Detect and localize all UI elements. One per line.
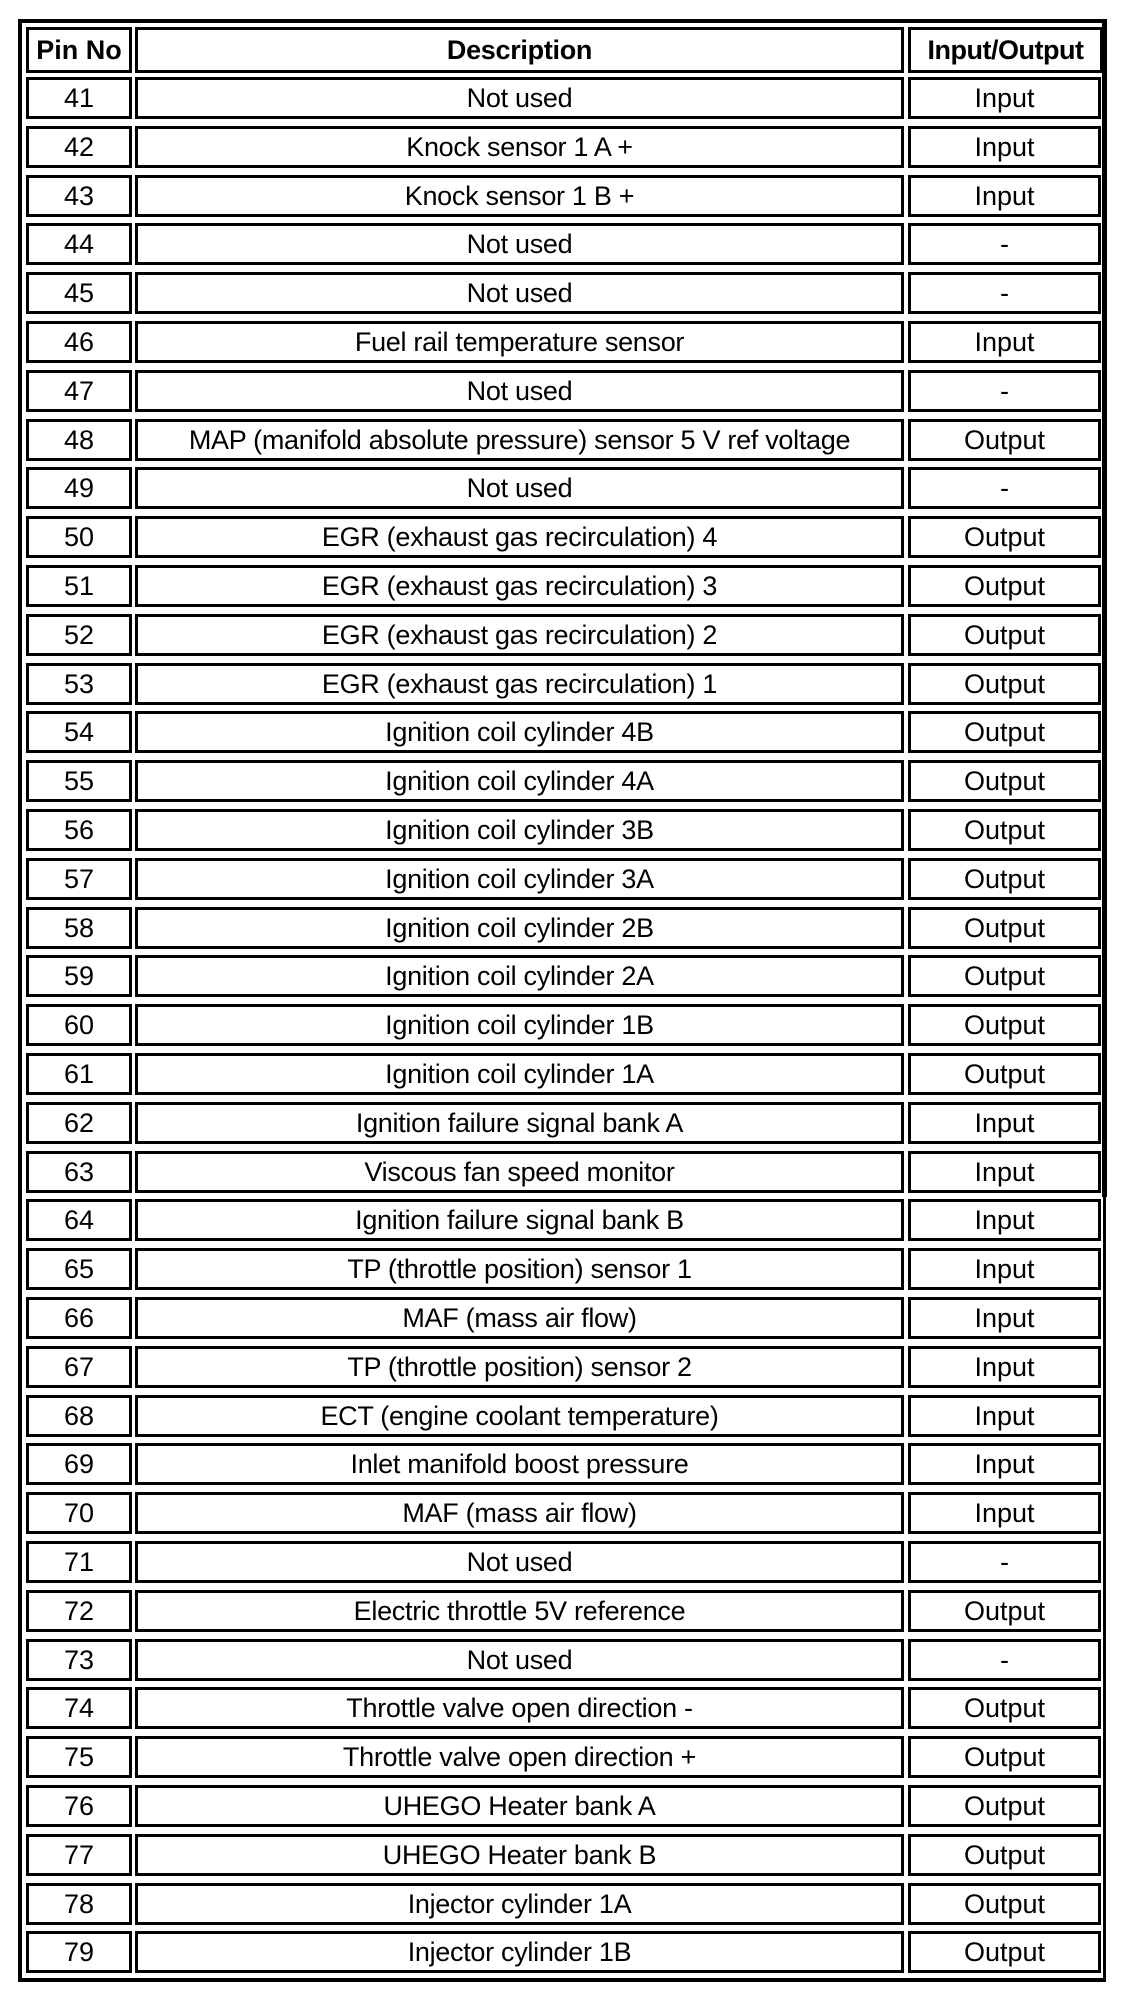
description-cell: EGR (exhaust gas recirculation) 1 [135, 663, 904, 705]
pin-cell: 50 [26, 516, 132, 558]
pin-cell: 60 [26, 1004, 132, 1046]
description-cell: Knock sensor 1 A + [135, 126, 904, 168]
pin-cell: 58 [26, 907, 132, 949]
io-cell: Output [908, 760, 1101, 802]
description-cell: Ignition coil cylinder 3B [135, 809, 904, 851]
pin-cell: 76 [26, 1785, 132, 1827]
description-cell: Injector cylinder 1B [135, 1931, 904, 1973]
io-cell: Input [908, 1492, 1101, 1534]
io-cell: Input [908, 321, 1101, 363]
header-input-output: Input/Output [908, 27, 1103, 73]
description-cell: EGR (exhaust gas recirculation) 3 [135, 565, 904, 607]
io-cell: Input [908, 1102, 1101, 1144]
io-cell: Output [908, 1931, 1101, 1973]
pin-cell: 71 [26, 1541, 132, 1583]
table-right-border [1102, 19, 1107, 1197]
pin-cell: 77 [26, 1834, 132, 1876]
io-cell: Output [908, 907, 1101, 949]
io-cell: - [908, 1541, 1101, 1583]
pin-cell: 78 [26, 1883, 132, 1925]
pin-cell: 68 [26, 1395, 132, 1437]
description-cell: MAF (mass air flow) [135, 1492, 904, 1534]
io-cell: Input [908, 1248, 1101, 1290]
io-cell: Output [908, 1687, 1101, 1729]
description-cell: EGR (exhaust gas recirculation) 4 [135, 516, 904, 558]
pin-cell: 41 [26, 77, 132, 119]
io-cell: - [908, 370, 1101, 412]
io-cell: Input [908, 77, 1101, 119]
description-cell: Ignition coil cylinder 1B [135, 1004, 904, 1046]
description-cell: Ignition coil cylinder 2A [135, 955, 904, 997]
pin-cell: 47 [26, 370, 132, 412]
pin-cell: 46 [26, 321, 132, 363]
io-cell: Output [908, 1004, 1101, 1046]
io-cell: Output [908, 711, 1101, 753]
description-cell: Knock sensor 1 B + [135, 175, 904, 217]
io-cell: Output [908, 516, 1101, 558]
pin-cell: 74 [26, 1687, 132, 1729]
io-cell: Input [908, 1151, 1101, 1193]
pin-cell: 63 [26, 1151, 132, 1193]
description-cell: Not used [135, 77, 904, 119]
description-cell: Ignition failure signal bank B [135, 1199, 904, 1241]
io-cell: Output [908, 565, 1101, 607]
description-cell: EGR (exhaust gas recirculation) 2 [135, 614, 904, 656]
pin-cell: 48 [26, 419, 132, 461]
pin-cell: 62 [26, 1102, 132, 1144]
io-cell: Input [908, 1443, 1101, 1485]
description-cell: Not used [135, 1639, 904, 1681]
description-cell: Not used [135, 467, 904, 509]
description-cell: Fuel rail temperature sensor [135, 321, 904, 363]
description-cell: Electric throttle 5V reference [135, 1590, 904, 1632]
description-cell: Not used [135, 272, 904, 314]
pin-cell: 64 [26, 1199, 132, 1241]
io-cell: Output [908, 1590, 1101, 1632]
pin-cell: 53 [26, 663, 132, 705]
pin-cell: 69 [26, 1443, 132, 1485]
io-cell: Output [908, 1736, 1101, 1778]
description-cell: Ignition coil cylinder 1A [135, 1053, 904, 1095]
table-right-border-lower [1103, 1197, 1106, 1979]
description-cell: Inlet manifold boost pressure [135, 1443, 904, 1485]
io-cell: Input [908, 126, 1101, 168]
io-cell: Output [908, 663, 1101, 705]
pin-cell: 59 [26, 955, 132, 997]
header-description: Description [135, 27, 904, 73]
io-cell: - [908, 1639, 1101, 1681]
pin-cell: 54 [26, 711, 132, 753]
io-cell: Output [908, 1834, 1101, 1876]
pin-cell: 44 [26, 223, 132, 265]
io-cell: Input [908, 1297, 1101, 1339]
io-cell: Output [908, 1785, 1101, 1827]
io-cell: - [908, 272, 1101, 314]
io-cell: Input [908, 1395, 1101, 1437]
io-cell: Output [908, 1883, 1101, 1925]
description-cell: Ignition coil cylinder 4A [135, 760, 904, 802]
description-cell: Ignition coil cylinder 3A [135, 858, 904, 900]
io-cell: Output [908, 858, 1101, 900]
description-cell: Not used [135, 370, 904, 412]
pin-cell: 72 [26, 1590, 132, 1632]
io-cell: Output [908, 1053, 1101, 1095]
pin-cell: 55 [26, 760, 132, 802]
description-cell: MAF (mass air flow) [135, 1297, 904, 1339]
pin-cell: 57 [26, 858, 132, 900]
pin-cell: 51 [26, 565, 132, 607]
pin-cell: 49 [26, 467, 132, 509]
pin-cell: 42 [26, 126, 132, 168]
pin-cell: 65 [26, 1248, 132, 1290]
description-cell: Ignition coil cylinder 4B [135, 711, 904, 753]
pin-cell: 43 [26, 175, 132, 217]
header-pin-no: Pin No [26, 27, 132, 73]
io-cell: Output [908, 955, 1101, 997]
pin-cell: 66 [26, 1297, 132, 1339]
pin-cell: 73 [26, 1639, 132, 1681]
io-cell: - [908, 223, 1101, 265]
pin-cell: 56 [26, 809, 132, 851]
io-cell: Output [908, 419, 1101, 461]
io-cell: Output [908, 809, 1101, 851]
description-cell: ECT (engine coolant temperature) [135, 1395, 904, 1437]
description-cell: Ignition coil cylinder 2B [135, 907, 904, 949]
description-cell: MAP (manifold absolute pressure) sensor 5 V ref voltage [135, 419, 904, 461]
pin-cell: 67 [26, 1346, 132, 1388]
pin-cell: 70 [26, 1492, 132, 1534]
io-cell: Input [908, 1199, 1101, 1241]
description-cell: Throttle valve open direction - [135, 1687, 904, 1729]
description-cell: TP (throttle position) sensor 1 [135, 1248, 904, 1290]
description-cell: UHEGO Heater bank B [135, 1834, 904, 1876]
io-cell: Input [908, 175, 1101, 217]
description-cell: Viscous fan speed monitor [135, 1151, 904, 1193]
pin-cell: 79 [26, 1931, 132, 1973]
description-cell: TP (throttle position) sensor 2 [135, 1346, 904, 1388]
description-cell: Ignition failure signal bank A [135, 1102, 904, 1144]
io-cell: - [908, 467, 1101, 509]
pin-cell: 75 [26, 1736, 132, 1778]
description-cell: UHEGO Heater bank A [135, 1785, 904, 1827]
description-cell: Injector cylinder 1A [135, 1883, 904, 1925]
io-cell: Output [908, 614, 1101, 656]
description-cell: Not used [135, 1541, 904, 1583]
description-cell: Throttle valve open direction + [135, 1736, 904, 1778]
io-cell: Input [908, 1346, 1101, 1388]
pin-cell: 45 [26, 272, 132, 314]
pin-cell: 52 [26, 614, 132, 656]
pin-cell: 61 [26, 1053, 132, 1095]
description-cell: Not used [135, 223, 904, 265]
